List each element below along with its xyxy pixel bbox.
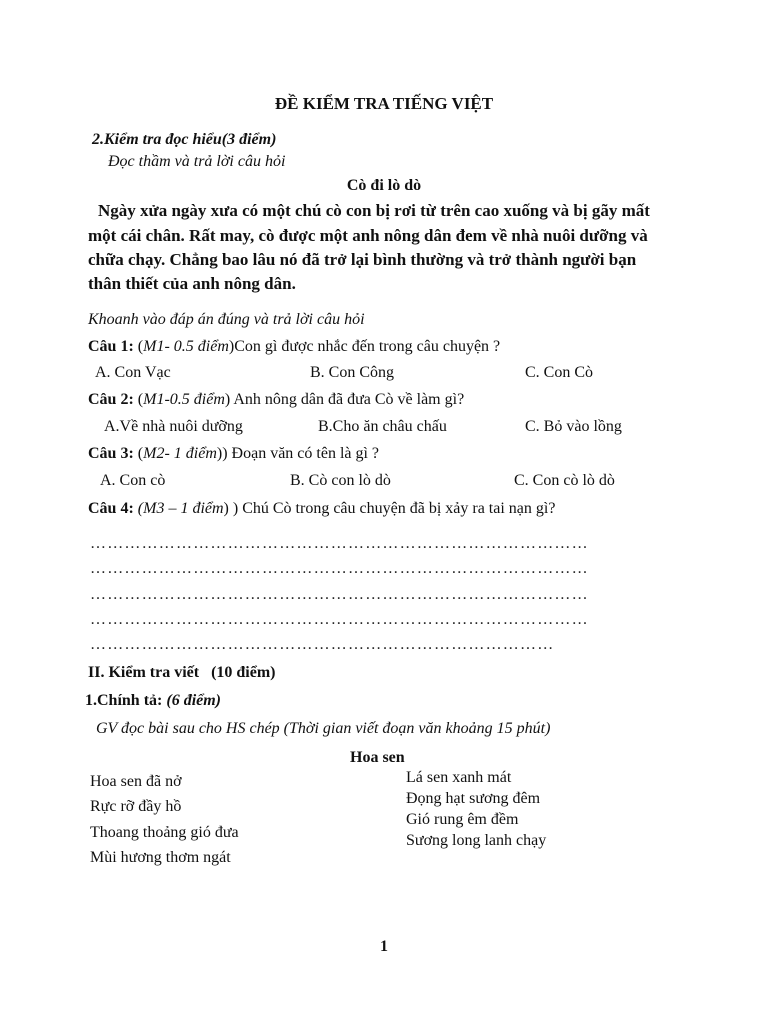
question-label: Câu 4:: [88, 500, 134, 517]
writing-heading: II. Kiểm tra viết (10 điểm): [88, 664, 276, 681]
paren-close: ): [228, 338, 235, 355]
story-line: chữa chạy. Chẳng bao lâu nó đã trở lại bình thường và trở thành người bạn: [88, 250, 637, 269]
question-level: (M3 – 1 điểm: [137, 500, 224, 517]
dictation-heading: [85, 692, 221, 710]
story-line: thân thiết của anh nông dân.: [88, 274, 296, 293]
poem-line-right: Lá sen xanh mát: [406, 769, 512, 786]
question-text: Đoạn văn có tên là gì ?: [227, 445, 380, 462]
question-text: Con gì được nhắc đến trong câu chuyện ?: [234, 338, 501, 355]
option-q3-c[interactable]: C. Con cò lò dò: [514, 472, 615, 489]
option-q3-b[interactable]: B. Cò con lò dò: [290, 472, 391, 489]
question-label: Câu 2:: [88, 391, 134, 408]
story-line: Ngày xửa ngày xưa có một chú cò con bị rơi từ trên cao xuống và bị gãy mất: [98, 201, 650, 220]
question-3: [88, 445, 379, 463]
task-instruction: Khoanh vào đáp án đúng và trả lời câu hỏi: [88, 311, 365, 328]
paren-open: (: [133, 338, 144, 355]
story-line: một cái chân. Rất may, cò được một anh nông dân đem về nhà nuôi dưỡng và: [88, 226, 648, 245]
question-1: [88, 338, 500, 356]
answer-line[interactable]: ………………………………………………………………………: [90, 636, 555, 653]
answer-line[interactable]: ……………………………………………………………………………: [90, 560, 589, 577]
option-q1-b[interactable]: B. Con Công: [310, 364, 395, 381]
poem-title: Hoa sen: [350, 749, 405, 766]
answer-line[interactable]: ……………………………………………………………………………: [90, 535, 589, 552]
poem-line-left: Thoang thoảng gió đưa: [90, 824, 239, 841]
paren-close: )): [216, 445, 228, 462]
poem-line-left: Hoa sen đã nở: [90, 773, 182, 790]
question-level: M1-0.5 điểm: [143, 391, 225, 408]
question-label: Câu 1:: [88, 338, 134, 355]
poem-line-left: Mùi hương thơm ngát: [90, 849, 231, 866]
dictation-label: 1.Chính tả:: [85, 692, 163, 709]
option-q1-c[interactable]: C. Con Cò: [525, 364, 594, 381]
paren-close: ) ): [223, 500, 239, 517]
question-text: Chú Cò trong câu chuyện đã bị xảy ra tai nạn gì?: [238, 500, 556, 517]
poem-line-right: Đọng hạt sương đêm: [406, 790, 541, 807]
page-title: ĐỀ KIỂM TRA TIẾNG VIỆT: [274, 94, 494, 113]
paren-open: (: [133, 445, 144, 462]
paren-close: ): [224, 391, 231, 408]
option-q3-a[interactable]: A. Con cò: [100, 472, 166, 489]
reading-instruction: Đọc thầm và trả lời câu hỏi: [108, 153, 286, 170]
story-title: Cò đi lò dò: [346, 177, 422, 194]
answer-line[interactable]: ……………………………………………………………………………: [90, 586, 589, 603]
question-2: [88, 391, 464, 409]
paren-open: (: [133, 391, 144, 408]
option-q2-c[interactable]: C. Bỏ vào lồng: [525, 418, 622, 435]
question-level: M1- 0.5 điểm: [143, 338, 229, 355]
question-label: Câu 3:: [88, 445, 134, 462]
option-q1-a[interactable]: A. Con Vạc: [95, 364, 171, 381]
option-q2-a[interactable]: A.Về nhà nuôi dưỡng: [104, 418, 243, 435]
option-q2-b[interactable]: B.Cho ăn châu chấu: [318, 418, 447, 435]
page-number: 1: [380, 938, 388, 955]
poem-line-left: Rực rỡ đầy hồ: [90, 798, 182, 815]
reading-heading: 2.Kiểm tra đọc hiểu(3 điểm): [92, 131, 277, 148]
answer-line[interactable]: ……………………………………………………………………………: [90, 611, 589, 628]
dictation-points: (6 điểm): [166, 692, 222, 709]
poem-line-right: Gió rung êm đềm: [406, 811, 519, 828]
dictation-instruction: GV đọc bài sau cho HS chép (Thời gian viết đoạn văn khoảng 15 phút): [96, 720, 551, 737]
question-4: [88, 500, 555, 518]
question-text: Anh nông dân đã đưa Cò về làm gì?: [230, 391, 465, 408]
question-level: M2- 1 điểm: [143, 445, 217, 462]
poem-line-right: Sương long lanh chạy: [406, 832, 547, 849]
